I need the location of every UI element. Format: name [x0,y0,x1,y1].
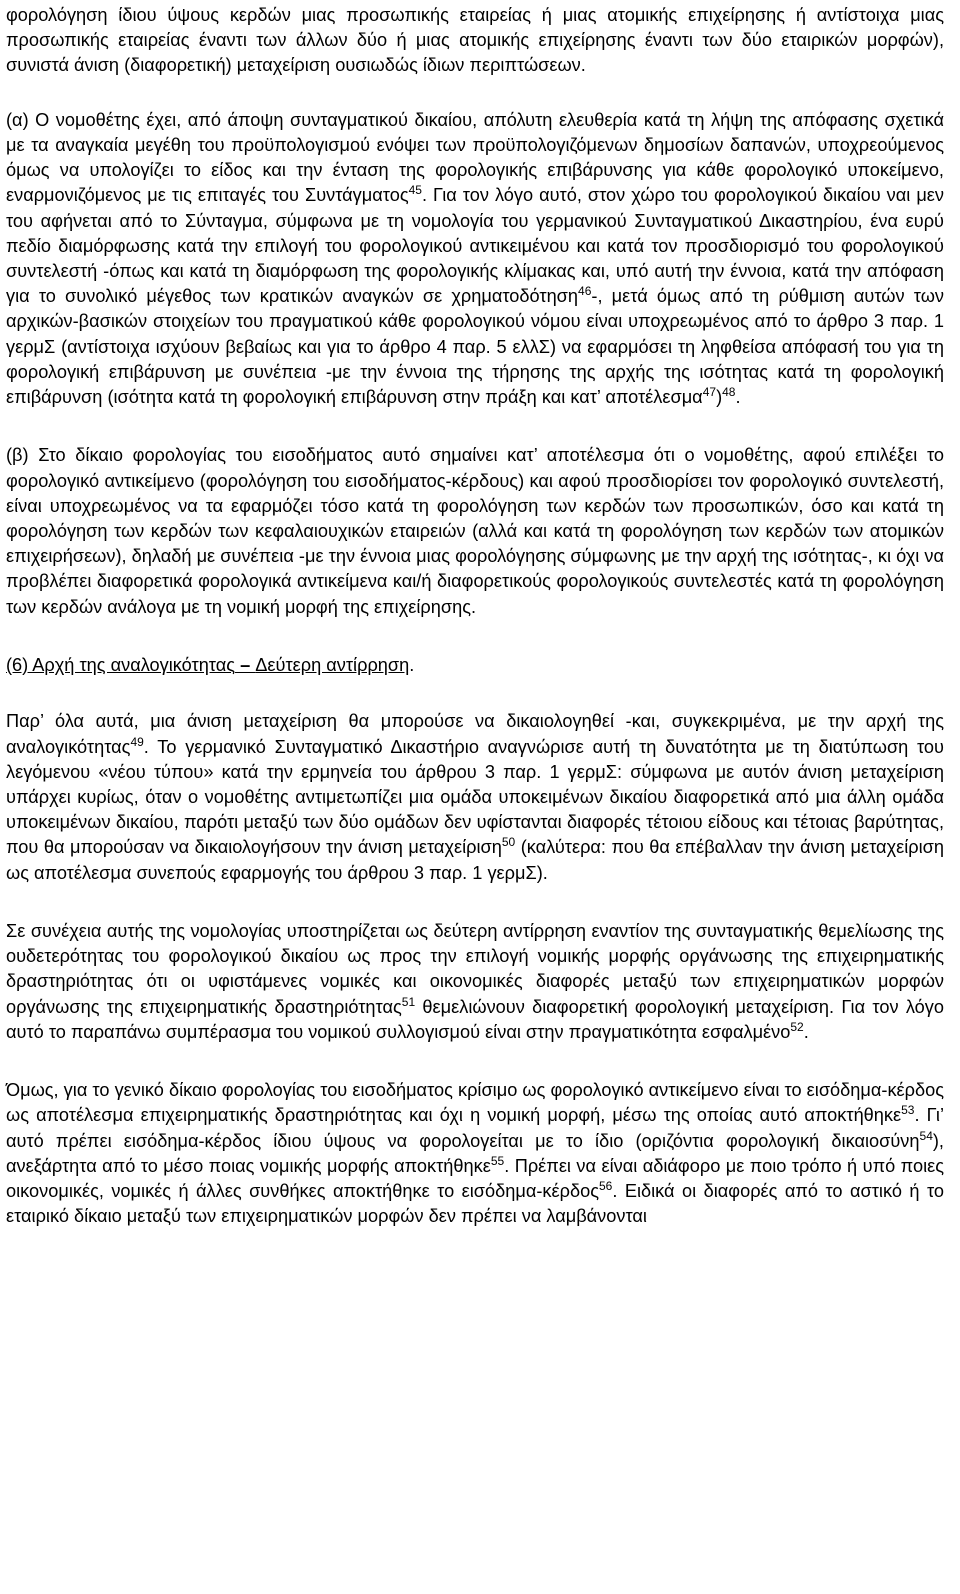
paragraph-text: Σε συνέχεια αυτής της νομολογίας υποστηρίζεται ως δεύτερη αντίρρηση εναντίον της συνταγματικής θεμελίωσης της ουδετερότητας του φορολογικού δικαίου ως προς την επιλογή νομικής μορφής οργάνωσης της επιχειρηματικής δραστηριότητας ότι οι υφιστάμενες νομικές και οικονομικές διαφορές μεταξύ των επιχειρηματικών μορφών οργάνωσης της επιχειρηματικής δραστηριότητας [6,921,944,1017]
paragraph-text: ) [716,387,723,408]
footnote-ref-54[interactable]: 54 [919,1128,933,1143]
footnote-ref-53[interactable]: 53 [901,1103,915,1118]
footnote-ref-51[interactable]: 51 [401,994,416,1009]
footnote-ref-49[interactable]: 49 [130,734,144,749]
paragraph-intro [6,3,944,79]
paragraph-text: . Το γερμανικό Συνταγματικό Δικαστήριο αναγνώρισε αυτή τη δυνατότητα με τη διατύπωση του λεγόμενου «νέου τύπου» κατά την ερμηνεία του άρθρου 3 παρ. 1 γερμΣ: σύμφωνα με αυτόν άνιση μεταχείριση υπάρχει κυρίως, όταν ο νομοθέτης αντιμετωπίζει μια ομάδα υποκειμένων δικαίου διαφορετικά από μια άλλη ομάδα υποκειμένων δικαίου, παρότι μεταξύ των δύο ομάδων δεν υφίστανται διαφορές τέτοιου είδους και τέτοιας βαρύτητας, που θα μπορούσαν να δικαιολογήσουν την άνιση μεταχείριση [6,736,944,858]
paragraph-b [6,443,944,619]
paragraph-gap [6,1045,944,1070]
paragraph-text: . Πρέπει να είναι αδιάφορο με ποιο τρόπο ή υπό ποιες οικονομικές, νομικές ή άλλες συνθήκες αποκτήθηκε το εισόδημα-κέρδος [6,1155,945,1202]
paragraph-a [6,108,944,410]
heading-title: (6) Αρχή της αναλογικότητας [6,655,236,676]
paragraph-text: (καλύτερα: που θα επέβαλλαν την άνιση μεταχείριση ως αποτέλεσμα συνεπούς εφαρμογής του άρθρου 3 παρ. 1 γερμΣ). [6,837,944,883]
paragraph-text: . [735,387,741,408]
paragraph-gap [6,620,944,645]
paragraph-text: Παρ’ όλα αυτά, μια άνιση μεταχείριση θα μπορούσε να δικαιολογηθεί -και, συγκεκριμένα, με την αρχή της αναλογικότητας [6,711,944,757]
paragraph-second-objection [6,919,944,1045]
heading-subtitle: Δεύτερη αντίρρηση [255,655,410,676]
footnote-ref-56[interactable]: 56 [598,1179,613,1194]
paragraph-text: (α) Ο νομοθέτης έχει, από άποψη συνταγματικού δικαίου, απόλυτη ελευθερία κατά τη λήψη της απόφασης σχετικά με τα αναγκαία μεγέθη του προϋπολογισμού ενόψει των προϋπολογιζόμενων δημοσίων δαπανών, υποχρεούμενος όμως να υπολογίζει το είδος και την ένταση της φορολογικής επιβάρυνσης για κάθε φορολογικό υποκείμενο, εναρμονιζόμενος με τις επιταγές του Συντάγματος [6,109,944,206]
heading-dash: – [235,655,256,676]
paragraph-text: . [803,1021,809,1042]
footnote-ref-48[interactable]: 48 [722,385,736,400]
footnote-ref-55[interactable]: 55 [490,1153,505,1168]
footnote-ref-46[interactable]: 46 [578,284,592,299]
paragraph-income-tax [6,1078,944,1229]
footnote-ref-50[interactable]: 50 [501,835,516,850]
paragraph-proportionality [6,709,944,885]
paragraph-text: . Γι’ αυτό πρέπει εισόδημα-κέρδος ίδιου ύψους να φορολογείται με το ίδιο (οριζόντια φορολογική δικαιοσύνη [6,1105,944,1151]
paragraph-text: φορολόγηση ίδιου ύψους κερδών μιας προσωπικής εταιρείας ή μιας ατομικής επιχείρησης ή αντίστοιχα μιας προσωπικής εταιρείας έναντι των άλλων δύο ή μιας ατομικής επιχείρησης έναντι των δύο εταιρικών μορφών), συνιστά άνιση (διαφορετική) μεταχείριση ουσιωδώς ίδιων περιπτώσεων. [6,5,944,76]
paragraph-text: . Για τον λόγο αυτό, στον χώρο του φορολογικού δικαίου ναι μεν του αφήνεται από το Σύνταγμα, σύμφωνα με τη νομολογία του γερμανικού Συνταγματικού Δικαστηρίου, ένα ευρύ πεδίο διαμόρφωσης κατά την επιλογή του φορολογικού αντικειμένου και κατά τον προσδιορισμό του φορολογικού συντελεστή -όπως και κατά τη διαμόρφωση της φορολογικής κλίμακας και, υπό αυτή την έννοια, κατά την απόφαση για το συνολικό μέγεθος των κρατικών αναγκών σε χρηματοδότηση [6,185,945,307]
footnote-ref-52[interactable]: 52 [790,1019,804,1034]
paragraph-text: . Ειδικά οι διαφορές από το αστικό ή το εταιρικό δίκαιο μεταξύ των επιχειρηματικών μορφών δεν πρέπει να λαμβάνονται [6,1181,944,1227]
paragraph-text: θεμελιώνουν διαφορετική φορολογική μεταχείριση. Για τον λόγο αυτό το παραπάνω συμπέρασμα του νομικού συλλογισμού είναι στην πραγματικότητα εσφαλμένο [6,996,944,1042]
paragraph-gap [6,410,944,435]
footnote-ref-47[interactable]: 47 [702,385,717,400]
section-heading [6,653,944,678]
paragraph-gap [6,678,944,703]
paragraph-text: -, μετά όμως από τη ρύθμιση αυτών των αρχικών-βασικών στοιχείων του πραγματικού κάθε φορολογικού νόμου είναι υποχρεωμένος από το άρθρο 3 παρ. 1 γερμΣ (αντίστοιχα ισχύουν βεβαίως και για το άρθρο 4 παρ. 5 ελλΣ) να εφαρμόσει τη ληφθείσα απόφασή του για τη φορολογική επιβάρυνση με συνέπεια -με την έννοια της τήρησης της αρχής της ισότητας κατά τη φορολογική επιβάρυνση (ισότητα κατά τη φορολογική επιβάρυνση στην πράξη και κατ’ αποτέλεσμα [6,286,945,408]
paragraph-text: (β) Στο δίκαιο φορολογίας του εισοδήματος αυτό σημαίνει κατ’ αποτέλεσμα ότι ο νομοθέτης, αφού επιλέξει το φορολογικό αντικείμενο (φορολόγηση του εισοδήματος-κέρδους) και αφού προσδιορίσει τον φορολογικό συντελεστή, είναι υποχρεωμένος να τα εφαρμόζει τόσο κατά τη φορολόγηση των κερδών των προσωπικών, όσο και κατά τη φορολόγηση των κερδών των κεφαλαιουχικών εταιρειών (αλλά και κατά τη φορολόγηση των κερδών των ατομικών επιχειρήσεων), δηλαδή με συνέπεια -με την έννοια μιας φορολόγησης σύμφωνης με την αρχή της ισότητας-, κι όχι να προβλέπει διαφορετικά φορολογικά αντικείμενα και/ή διαφορετικούς φορολογικούς συντελεστές κατά τη φορολόγηση των κερδών ανάλογα με τη νομική μορφή της επιχείρησης. [6,445,944,617]
paragraph-text: Όμως, για το γενικό δίκαιο φορολογίας του εισοδήματος κρίσιμο ως φορολογικό αντικείμενο είναι το εισόδημα-κέρδος ως αποτέλεσμα επιχειρηματικής δραστηριότητας και όχι η νομική μορφή, μέσω της οποίας αυτό αποκτήθηκε [6,1080,944,1126]
document-page [6,0,944,1229]
paragraph-gap [6,79,944,104]
footnote-ref-45[interactable]: 45 [408,183,422,198]
heading-period: . [409,655,415,676]
paragraph-gap [6,886,944,911]
paragraph-text: ), ανεξάρτητα από το μέσο ποιας νομικής μορφής αποκτήθηκε [6,1130,944,1176]
